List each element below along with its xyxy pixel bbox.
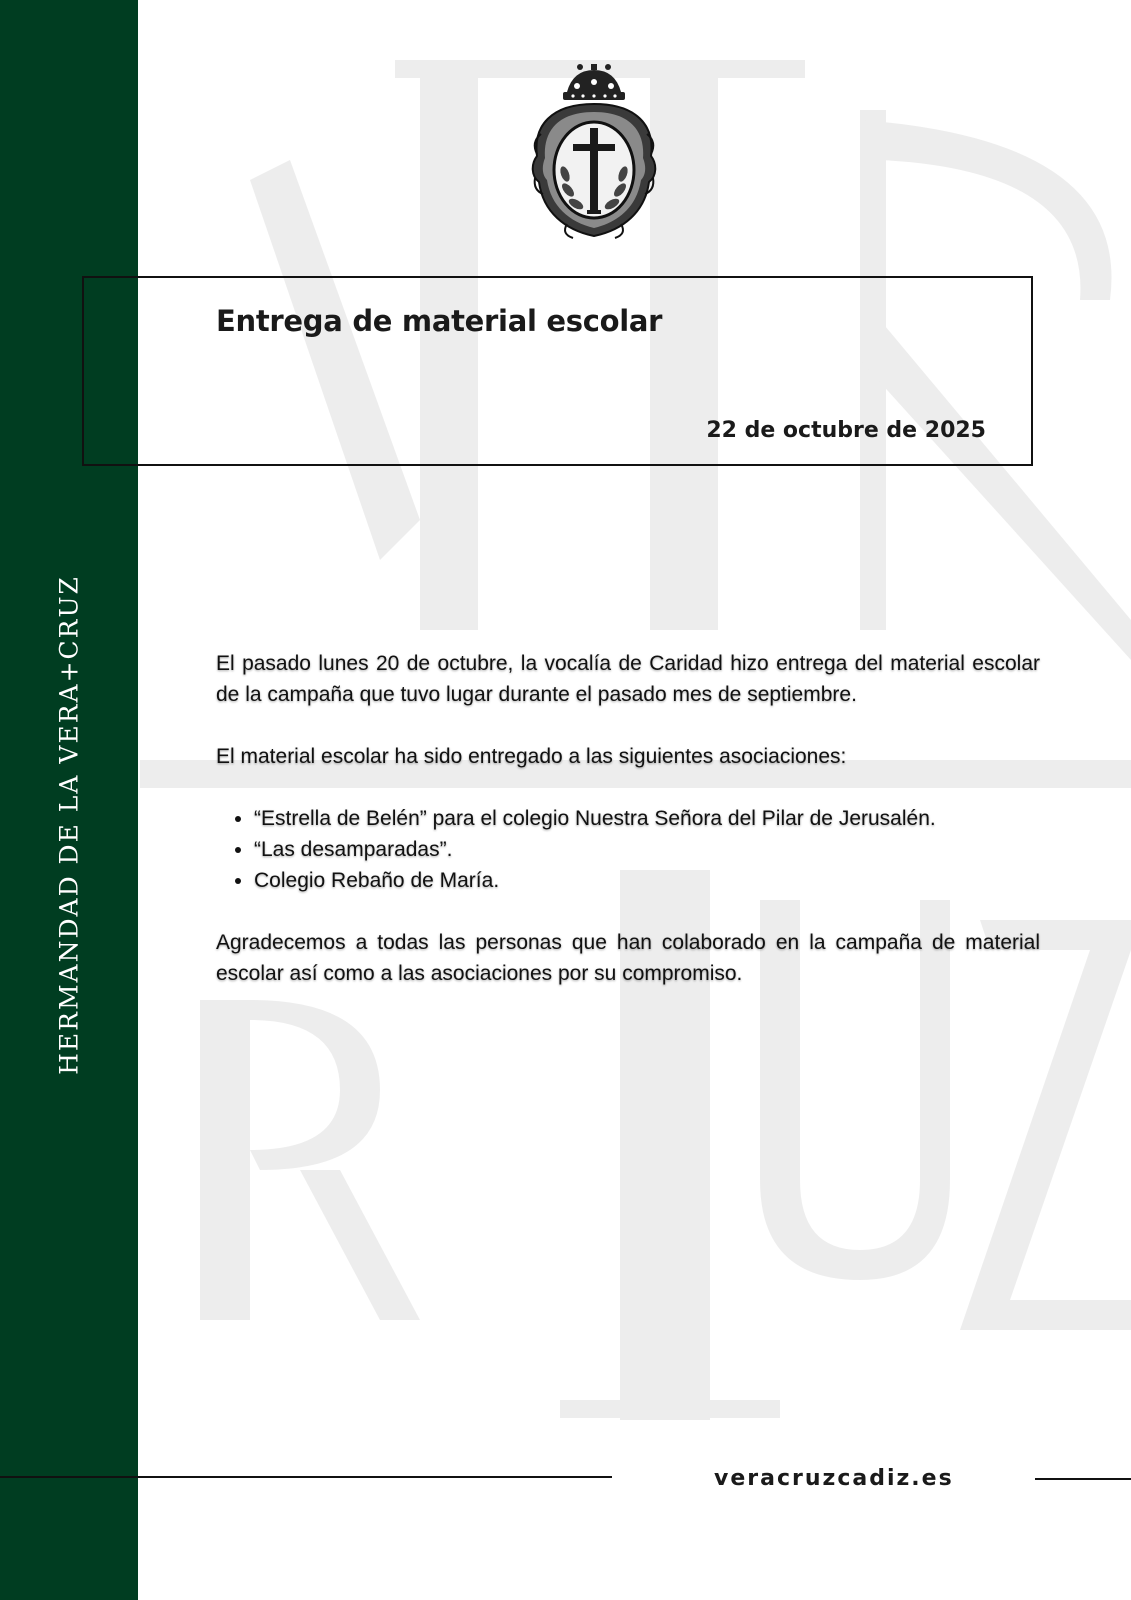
sidebar-band <box>0 0 138 1600</box>
sidebar-brotherhood-name: HERMANDAD DE LA VERA+CRUZ <box>54 575 84 1075</box>
paragraph-intro: El pasado lunes 20 de octubre, la vocalía de Caridad hizo entrega del material escolar de la campaña que tuvo lugar durante el pasado mes de septiembre. <box>216 652 1040 706</box>
associations-list <box>216 803 1040 896</box>
paragraph-thanks: Agradecemos a todas las personas que han colaborado en la campaña de material escolar así como a las asociaciones por su compromiso. <box>216 931 1040 985</box>
list-item: • Colegio Rebaño de María. <box>254 865 1040 896</box>
footer-divider-right <box>1035 1478 1131 1480</box>
cross-crest-icon <box>527 64 661 242</box>
footer-divider-left <box>0 1476 612 1478</box>
article-body <box>216 648 1040 1020</box>
publication-date: 22 de octubre de 2025 <box>706 418 986 443</box>
title-box <box>82 276 1033 466</box>
page-title: Entrega de material escolar <box>216 304 663 338</box>
list-item: • “Estrella de Belén” para el colegio Nuestra Señora del Pilar de Jerusalén. <box>254 803 1040 834</box>
list-item: • “Las desamparadas”. <box>254 834 1040 865</box>
footer-website-link[interactable]: veracruzcadiz.es <box>714 1466 954 1491</box>
paragraph-associations-intro: El material escolar ha sido entregado a las siguientes asociaciones: <box>216 745 847 768</box>
